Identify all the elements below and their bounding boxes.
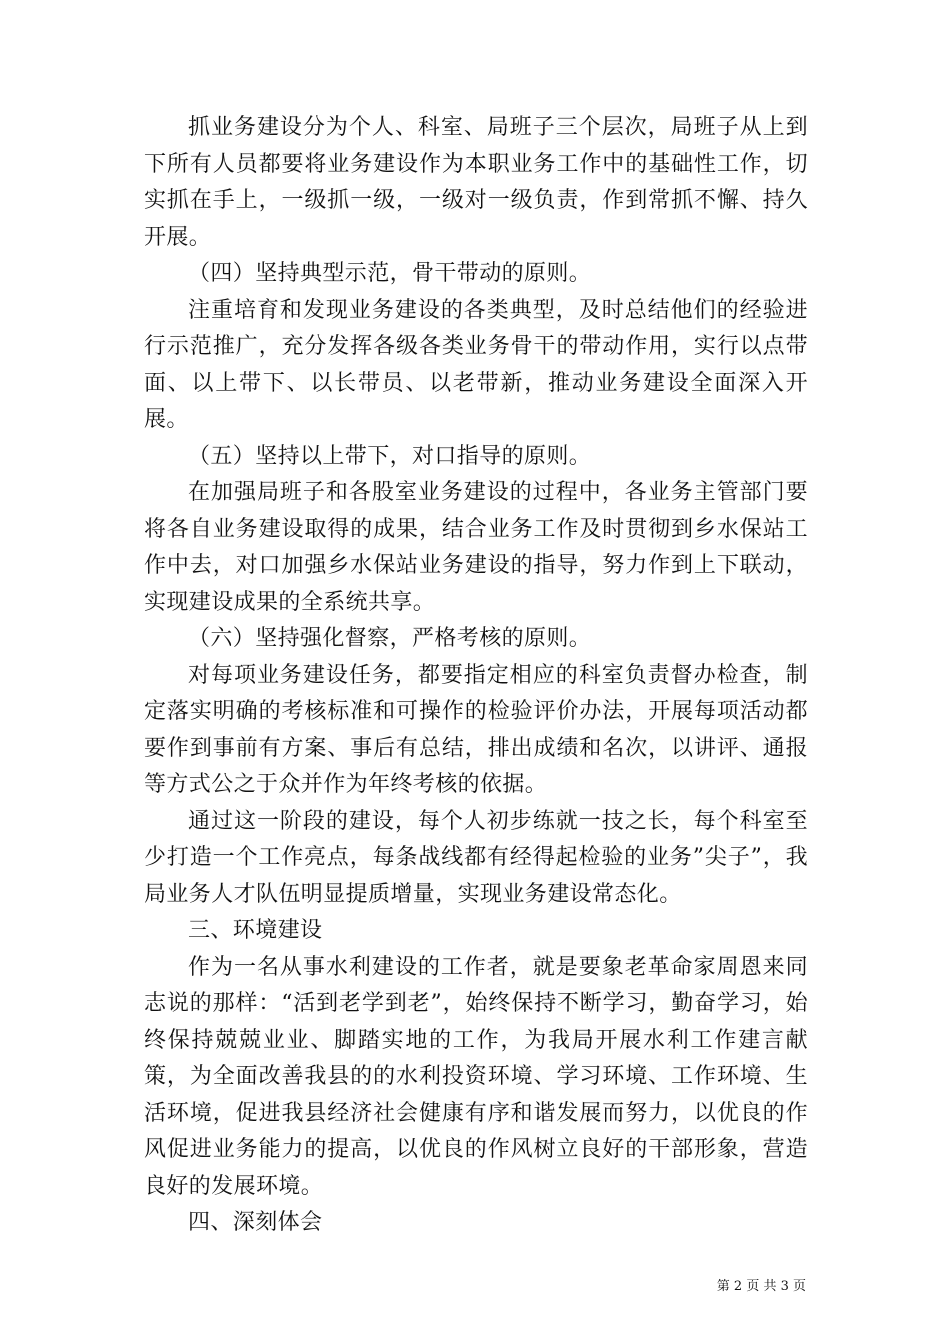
heading-principle-6: （六）坚持强化督察，严格考核的原则。 [188, 626, 592, 651]
paragraph-supervision-assessment: 对每项业务建设任务，都要指定相应的科室负责督办检查，制定落实明确的考核标准和可操作的检验评价办法，开展每项活动都要作到事前有方案、事后有总结，排出成绩和名次，以讲评、通报等方式公之于众并作为年终考核的依据。 [144, 662, 808, 797]
heading-principle-4: （四）坚持典型示范，骨干带动的原则。 [188, 261, 592, 286]
paragraph-counterpart-guidance: 在加强局班子和各股室业务建设的过程中，各业务主管部门要将各自业务建设取得的成果，结合业务工作及时贯彻到乡水保站工作中去，对口加强乡水保站业务建设的指导，努力作到上下联动，实现建设成果的全系统共享。 [144, 480, 808, 615]
page-number: 第 2 页 共 3 页 [716, 1279, 806, 1294]
heading-principle-5: （五）坚持以上带下，对口指导的原则。 [188, 443, 592, 469]
paragraph-stage-summary: 通过这一阶段的建设，每个人初步练就一技之长，每个科室至少打造一个工作亮点，每条战线都有经得起检验的业务”尖子”，我局业务人才队伍明显提质增量，实现业务建设常态化。 [144, 808, 808, 907]
heading-section-4: 四、深刻体会 [188, 1210, 323, 1235]
heading-section-3: 三、环境建设 [188, 918, 323, 943]
paragraph-layer-responsibility: 抓业务建设分为个人、科室、局班子三个层次，局班子从上到下所有人员都要将业务建设作为本职业务工作中的基础性工作，切实抓在手上，一级抓一级，一级对一级负责，作到常抓不懈、持久开展。 [144, 115, 808, 250]
paragraph-environment: 作为一名从事水利建设的工作者，就是要象老革命家周恩来同志说的那样：“活到老学到老”，始终保持不断学习，勤奋学习，始终保持兢兢业业、脚踏实地的工作，为我局开展水利工作建言献策，为全面改善我县的的水利投资环境、学习环境、工作环境、生活环境，促进我县经济社会健康有序和谐发展而努力，以优良的作风促进业务能力的提高，以优良的作风树立良好的干部形象，营造良好的发展环境。 [144, 954, 808, 1199]
document-body [144, 110, 808, 1242]
paragraph-typical-demonstration: 注重培育和发现业务建设的各类典型，及时总结他们的经验进行示范推广，充分发挥各级各类业务骨干的带动作用，实行以点带面、以上带下、以长带员、以老带新，推动业务建设全面深入开展。 [144, 297, 808, 432]
